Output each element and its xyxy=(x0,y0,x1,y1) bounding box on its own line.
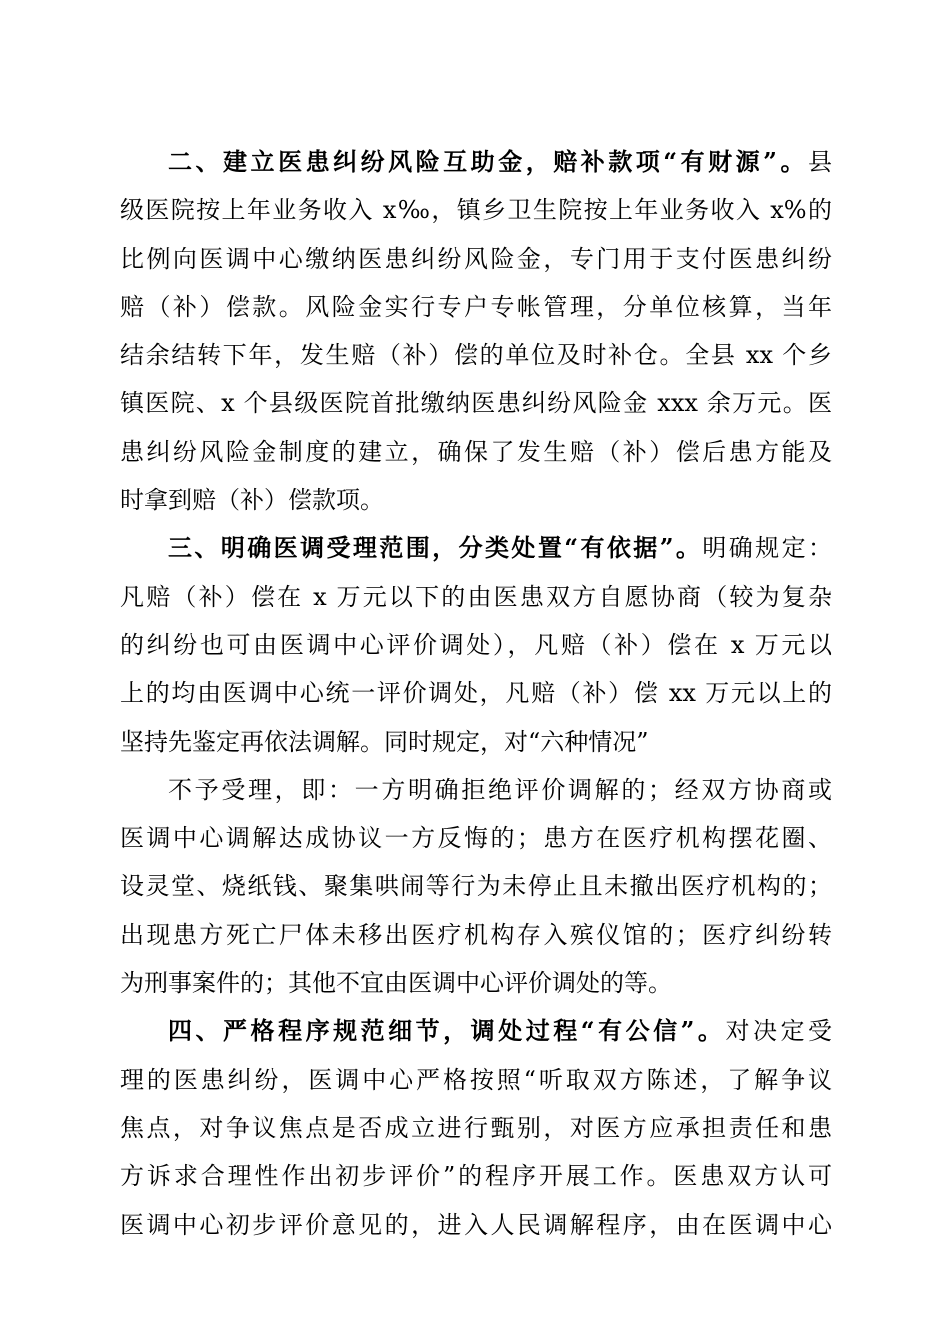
paragraph-line: 出现患方死亡尸体未移出医疗机构存入殡仪馆的；医疗纠纷转 xyxy=(120,920,832,949)
paragraph-text: 对决定受 xyxy=(725,1017,833,1046)
section-heading: 三、明确医调受理范围，分类处置“有依据”。 xyxy=(168,533,703,563)
paragraph-line: 的纠纷也可由医调中心评价调处），凡赔（补）偿在 x 万元以 xyxy=(120,630,832,659)
paragraph-line: 医调中心初步评价意见的，进入人民调解程序，由在医调中心 xyxy=(120,1210,832,1239)
section-heading: 二、建立医患纠纷风险互助金，赔补款项“有财源”。 xyxy=(168,147,808,176)
paragraph-risk-fund xyxy=(120,138,832,524)
paragraph-line: 患纠纷风险金制度的建立，确保了发生赔（补）偿后患方能及 xyxy=(120,437,832,466)
paragraph-line: 医调中心调解达成协议一方反悔的；患方在医疗机构摆花圈、 xyxy=(120,824,832,853)
paragraph-line: 时拿到赔（补）偿款项。 xyxy=(120,486,384,515)
paragraph-text: 县 xyxy=(808,148,832,176)
section-heading: 四、严格程序规范细节，调处过程“有公信”。 xyxy=(168,1016,726,1046)
paragraph-line: 理的医患纠纷，医调中心严格按照“听取双方陈述，了解争议 xyxy=(120,1065,832,1094)
paragraph-line: 级医院按上年业务收入 x‰，镇乡卫生院按上年业务收入 x%的 xyxy=(120,196,832,225)
paragraph-line: 镇医院、x 个县级医院首批缴纳医患纠纷风险金 xxx 余万元。医 xyxy=(120,389,832,418)
paragraph-line: 方诉求合理性作出初步评价”的程序开展工作。医患双方认可 xyxy=(120,1162,832,1191)
paragraph-line xyxy=(120,1007,832,1055)
paragraph-line: 结余结转下年，发生赔（补）偿的单位及时补仓。全县 xx 个乡 xyxy=(120,341,832,370)
paragraph-line xyxy=(120,524,832,572)
paragraph-line: 坚持先鉴定再依法调解。同时规定，对“六种情况” xyxy=(120,727,649,756)
body-text xyxy=(120,138,832,1249)
paragraph-line xyxy=(120,138,832,186)
paragraph-line: 上的均由医调中心统一评价调处，凡赔（补）偿 xx 万元以上的 xyxy=(120,679,832,708)
paragraph-procedure xyxy=(120,1007,832,1248)
paragraph-text: 明确规定： xyxy=(702,534,833,563)
paragraph-line: 设灵堂、烧纸钱、聚集哄闹等行为未停止且未撤出医疗机构的； xyxy=(120,872,832,901)
paragraph-line: 为刑事案件的；其他不宜由医调中心评价调处的等。 xyxy=(120,969,672,998)
paragraph-line: 不予受理，即：一方明确拒绝评价调解的；经双方协商或 xyxy=(168,775,832,804)
paragraph-six-cases xyxy=(120,766,832,1007)
paragraph-line: 凡赔（补）偿在 x 万元以下的由医患双方自愿协商（较为复杂 xyxy=(120,582,832,611)
paragraph-line: 赔（补）偿款。风险金实行专户专帐管理，分单位核算，当年 xyxy=(120,292,832,321)
paragraph-line: 比例向医调中心缴纳医患纠纷风险金，专门用于支付医患纠纷 xyxy=(120,244,832,273)
paragraph-line: 焦点，对争议焦点是否成立进行甄别，对医方应承担责任和患 xyxy=(120,1113,832,1142)
paragraph-acceptance-scope xyxy=(120,524,832,765)
